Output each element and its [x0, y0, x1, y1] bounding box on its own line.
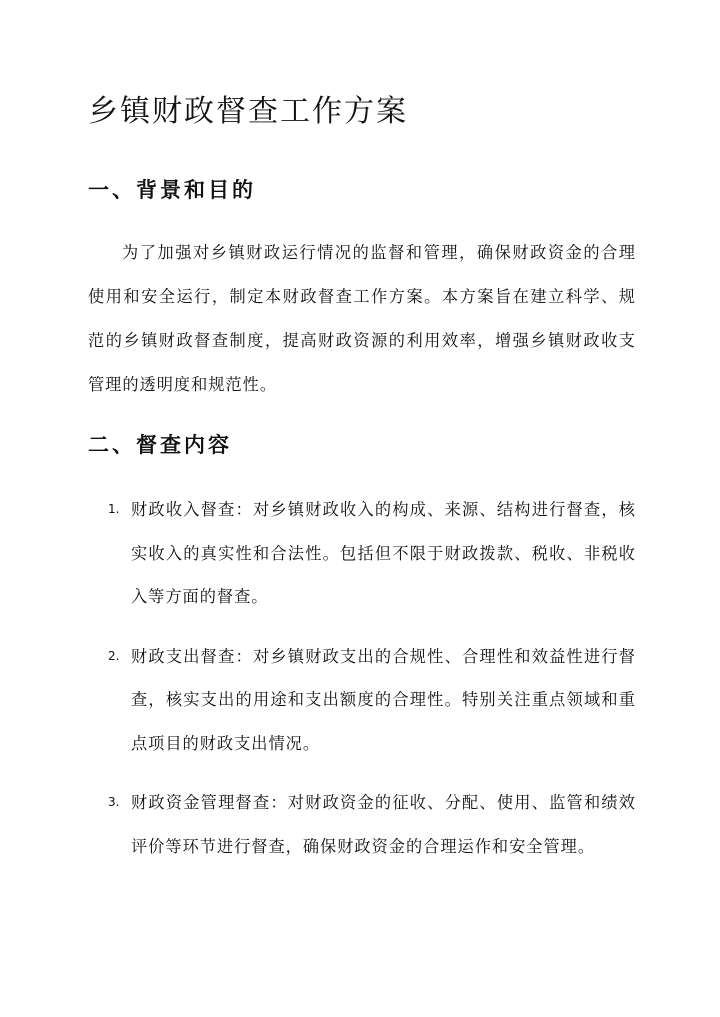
document-title: 乡镇财政督查工作方案	[88, 94, 408, 129]
section-heading-background: 一、背景和目的	[88, 178, 256, 202]
list-item	[88, 635, 636, 766]
inspection-content-list	[88, 488, 636, 884]
list-item-number: 1.	[108, 502, 120, 516]
list-item-text: 财政收入督查：对乡镇财政收入的构成、来源、结构进行督查，核实收入的真实性和合法性。包括但不限于财政拨款、税收、非税收入等方面的督查。	[131, 500, 636, 606]
background-paragraph: 为了加强对乡镇财政运行情况的监督和管理，确保财政资金的合理使用和安全运行，制定本财政督查工作方案。本方案旨在建立科学、规范的乡镇财政督查制度，提高财政资源的利用效率，增强乡镇财政收支管理的透明度和规范性。	[88, 243, 636, 394]
list-item-text: 财政支出督查：对乡镇财政支出的合规性、合理性和效益性进行督查，核实支出的用途和支出额度的合理性。特别关注重点领域和重点项目的财政支出情况。	[131, 646, 636, 753]
list-item	[88, 781, 636, 868]
section-heading-content: 二、督查内容	[88, 433, 232, 457]
list-item-text: 财政资金管理督查：对财政资金的征收、分配、使用、监管和绩效评价等环节进行督查，确保财政资金的合理运作和安全管理。	[131, 793, 636, 856]
list-item-number: 3.	[108, 795, 120, 809]
list-item-number: 2.	[108, 648, 120, 663]
list-item	[88, 488, 636, 619]
